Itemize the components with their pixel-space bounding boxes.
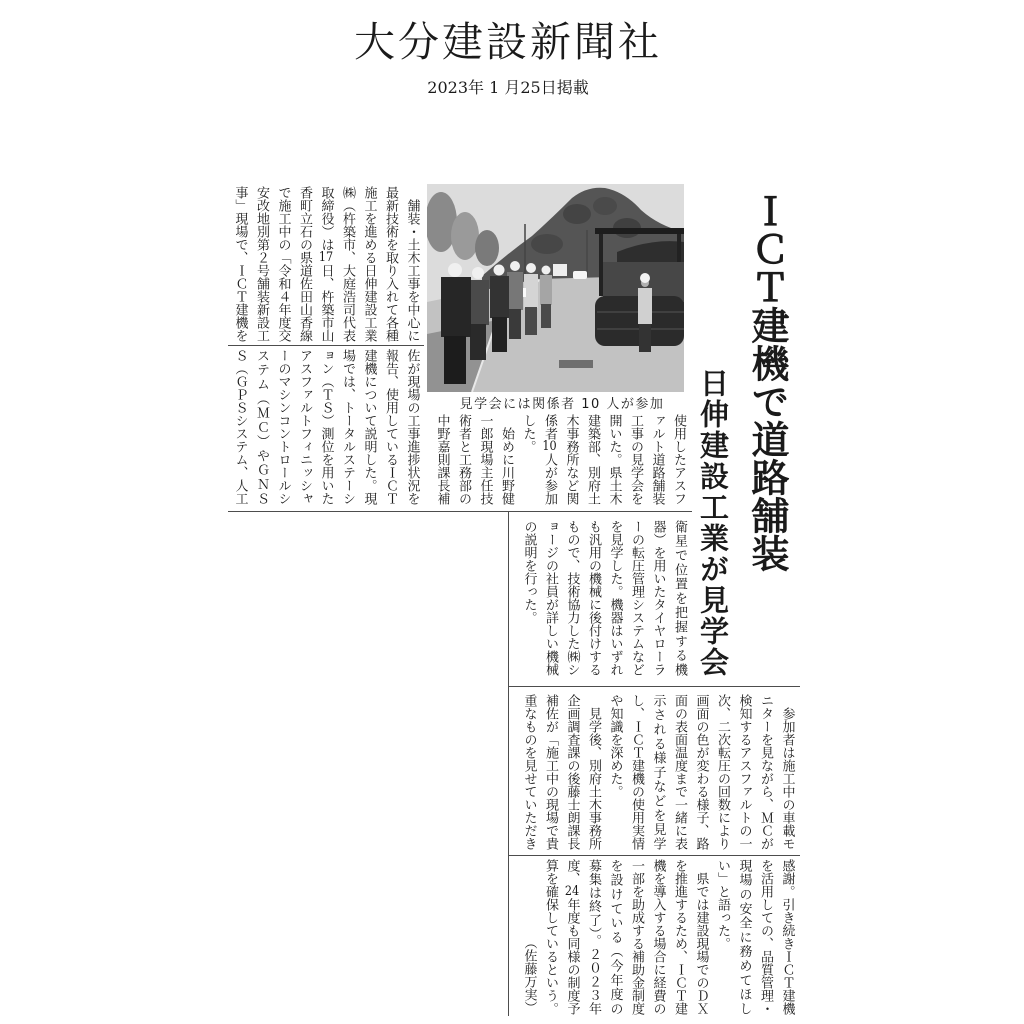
text-column: ーのマシンコントロールシ [275, 349, 291, 505]
text-column: 使用したアスフ [671, 414, 686, 505]
drain-grate [559, 360, 593, 368]
text-column: もので、技術協力した㈱シ [564, 520, 580, 676]
text-column: アスファルトフィニッシャ [297, 349, 312, 505]
text-column: 施工を進める日伸建設工業 [361, 186, 377, 342]
text-column: を活用しての、品質管理・ [758, 859, 773, 1015]
text-column: 建築部、別府土 [585, 414, 600, 505]
text-column: 衛星で位置を把握する機 [672, 520, 687, 676]
helmet [510, 261, 520, 271]
helmet [542, 266, 551, 275]
byline: （佐藤万実） [521, 936, 537, 1014]
publisher-name: 大分建設新聞社 [354, 18, 662, 66]
distant-building [553, 264, 567, 276]
text-column: の説明を行った。 [521, 520, 537, 624]
text-column: Ｓ（ＧＰＳシステム、人工 [232, 349, 248, 505]
person-figure [490, 265, 509, 353]
text-column: 一部を助成する補助金制度 [629, 859, 644, 1015]
text-column: 県では建設現場でのＤＸ [693, 859, 709, 1015]
column-rule [508, 855, 800, 856]
column-rule [228, 511, 692, 512]
text-column: 佐が現場の工事進捗状況を [404, 349, 420, 505]
text-column: 係者10人が参加 [542, 414, 557, 505]
text-column: 場では、トータルステーシ [340, 349, 355, 505]
subheadline: 日伸建設工業が見学会 [696, 368, 730, 678]
text-column: 度、24年度も同様の制度予 [564, 859, 580, 1015]
text-column: 器）を用いたタイヤローラ [650, 520, 666, 676]
text-column: 示される様子などを見学 [650, 694, 666, 850]
article-photo [427, 184, 684, 392]
article-text-block [518, 694, 798, 850]
text-column: 面の表面温度まで一緒に表 [672, 694, 687, 850]
text-column: 術者と工務部の [456, 414, 471, 505]
text-column: 検知するアスファルトの一 [736, 694, 752, 850]
article-text-block [540, 859, 798, 1015]
article-text-block [518, 520, 690, 676]
text-column: 現場の安全に務めてほし [736, 859, 752, 1015]
distant-car [573, 271, 587, 279]
text-column: 次、二次転圧の回数により [715, 694, 730, 850]
text-column: 始めに川野健 [499, 414, 514, 505]
text-column: 補佐が「施工中の現場で貴 [543, 694, 558, 850]
article-text-block [229, 349, 423, 505]
text-column: ーの転圧管理システムなど [629, 520, 644, 676]
text-column: ㈱（杵築市、大庭浩司代表 [340, 186, 355, 342]
text-column: 募集は終了）。２０２３年 [586, 859, 601, 1015]
person-figure [507, 261, 523, 339]
text-column: ニターを見ながら、ＭＣが [758, 694, 773, 850]
text-column: 安改地別第２号舗装新設工 [254, 186, 269, 342]
text-column: 取締役）は17日、杵築市山 [318, 186, 334, 342]
column-rule [508, 511, 509, 1016]
text-column: 建機について説明した。現 [361, 349, 377, 505]
text-column: で施工中の「令和４年度交 [275, 186, 291, 342]
text-column: 舗装・土木工事を中心に [404, 186, 420, 342]
text-column: ョン（ＴＳ）測位を用いた [318, 349, 334, 505]
text-column: を推進するため、ＩＣＴ建 [672, 859, 687, 1015]
text-column: 香町立石の県道佐田山香線 [297, 186, 312, 342]
helmet [494, 265, 505, 276]
text-column: や知識を深めた。 [607, 694, 623, 798]
text-column: 参加者は施工中の車載モ [779, 694, 795, 850]
text-column: ョージの社員が詳しい機械 [543, 520, 558, 676]
text-column: 事」現場で、ＩＣＴ建機を [232, 186, 248, 342]
helmet [526, 263, 536, 273]
text-column: 企画調査課の後藤士朗課長 [564, 694, 580, 850]
text-column: を設けている（今年度の [607, 859, 623, 1015]
text-column: 中野嘉則課長補 [434, 414, 450, 505]
text-column: も汎用の機械に後付けする [586, 520, 601, 676]
text-column: を見学した。機器はいずれ [607, 520, 623, 676]
column-rule [228, 345, 424, 346]
helmet [472, 267, 484, 279]
text-column: 重なものを見せていただき [521, 694, 537, 850]
text-column: 最新技術を取り入れて各種 [383, 186, 398, 342]
text-column: した。 [520, 414, 536, 453]
photo-scene [427, 184, 684, 392]
text-column: 一郎現場主任技 [477, 414, 493, 505]
text-column: ステム（ＭＣ）やＧＮＳ [254, 349, 269, 505]
text-column: 開いた。県土木 [606, 414, 622, 505]
text-column: 報告、使用しているＩＣＴ [383, 349, 398, 505]
helmet [640, 273, 650, 283]
text-column: 画面の色が変わる様子、路 [693, 694, 709, 850]
text-column: し、ＩＣＴ建機の使用実情 [629, 694, 644, 850]
text-column: ァルト道路舗装 [649, 414, 665, 505]
photo-caption: 見学会には関係者 10 人が参加 [459, 397, 665, 412]
article-text-block [431, 414, 689, 506]
text-column: い」と語った。 [715, 859, 730, 950]
helmet [448, 263, 462, 277]
headline: ＩＣＴ建機で道路舗装 [745, 192, 790, 572]
text-column: 機を導入する場合に経費の [650, 859, 666, 1015]
column-rule [508, 686, 800, 687]
publication-date: 2023年 1 月25日掲載 [427, 78, 589, 97]
text-column: 算を確保しているという。 [543, 859, 558, 1015]
text-column: 工事の見学会を [628, 414, 643, 505]
text-column: 木事務所など関 [563, 414, 579, 505]
text-column: 感謝。引き続きＩＣＴ建機 [779, 859, 795, 1015]
article-text-block [229, 186, 423, 342]
text-column: 見学後、別府土木事務所 [586, 694, 601, 850]
